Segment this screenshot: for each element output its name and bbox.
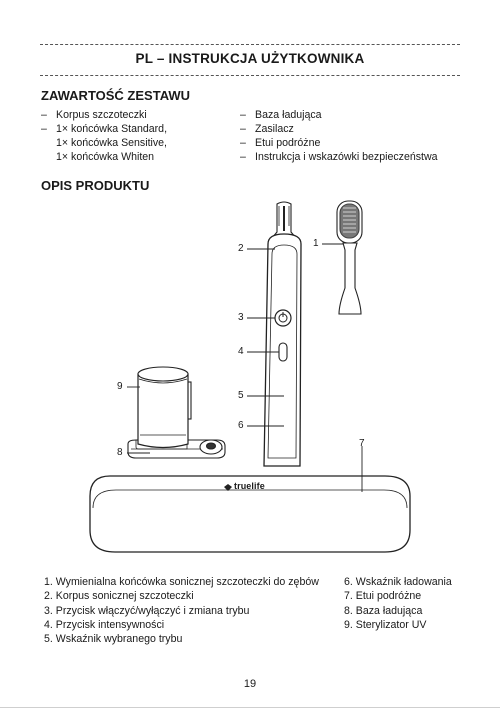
contents-item: – Korpus szczoteczki [41, 109, 147, 121]
legend-item: 7. Etui podróżne [344, 590, 422, 603]
contents-item: – Instrukcja i wskazówki bezpieczeństwa [240, 151, 438, 163]
legend-item: 3. Przycisk włączyć/wyłączyć i zmiana trybu [44, 604, 250, 617]
page-number: 19 [243, 678, 257, 690]
legend-item: 6. Wskaźnik ładowania [344, 576, 452, 588]
contents-item: 1× końcówka Sensitive, [56, 137, 168, 149]
legend-item: 4. Przycisk intensywności [44, 618, 165, 631]
bottom-divider [0, 707, 500, 708]
callout-6: 6 [238, 420, 244, 431]
contents-item: – Baza ładująca [240, 109, 322, 121]
legend-item: 1. Wymienialna końcówka sonicznej szczoteczki do zębów [44, 576, 319, 588]
legend-list-right [344, 575, 452, 632]
sterilizer-base-illustration [128, 367, 225, 458]
callout-9: 9 [117, 381, 123, 392]
callout-5: 5 [238, 390, 244, 401]
contents-item: – Zasilacz [240, 123, 294, 135]
contents-heading: ZAWARTOŚĆ ZESTAWU [41, 88, 191, 103]
callout-2: 2 [238, 243, 244, 254]
callout-8: 8 [117, 447, 123, 458]
legend-list-left [44, 575, 319, 646]
description-heading: OPIS PRODUKTU [41, 178, 150, 193]
brush-head-illustration [337, 201, 362, 314]
contents-item: – Etui podróżne [240, 137, 321, 149]
contents-item: – 1× końcówka Standard, [41, 123, 168, 135]
callout-4: 4 [238, 346, 244, 357]
legend-item: 5. Wskaźnik wybranego trybu [44, 633, 183, 646]
callout-3: 3 [238, 312, 244, 323]
contents-item: 1× końcówka Whiten [56, 151, 155, 163]
legend-item: 2. Korpus sonicznej szczoteczki [44, 590, 194, 603]
legend-item: 8. Baza ładująca [344, 604, 423, 617]
page-title: PL – INSTRUKCJA UŻYTKOWNIKA [135, 51, 365, 66]
legend-item: 9. Sterylizator UV [344, 618, 427, 631]
callout-7: 7 [359, 438, 365, 449]
callout-1: 1 [313, 238, 319, 249]
case-logo-text: truelife [234, 481, 265, 491]
